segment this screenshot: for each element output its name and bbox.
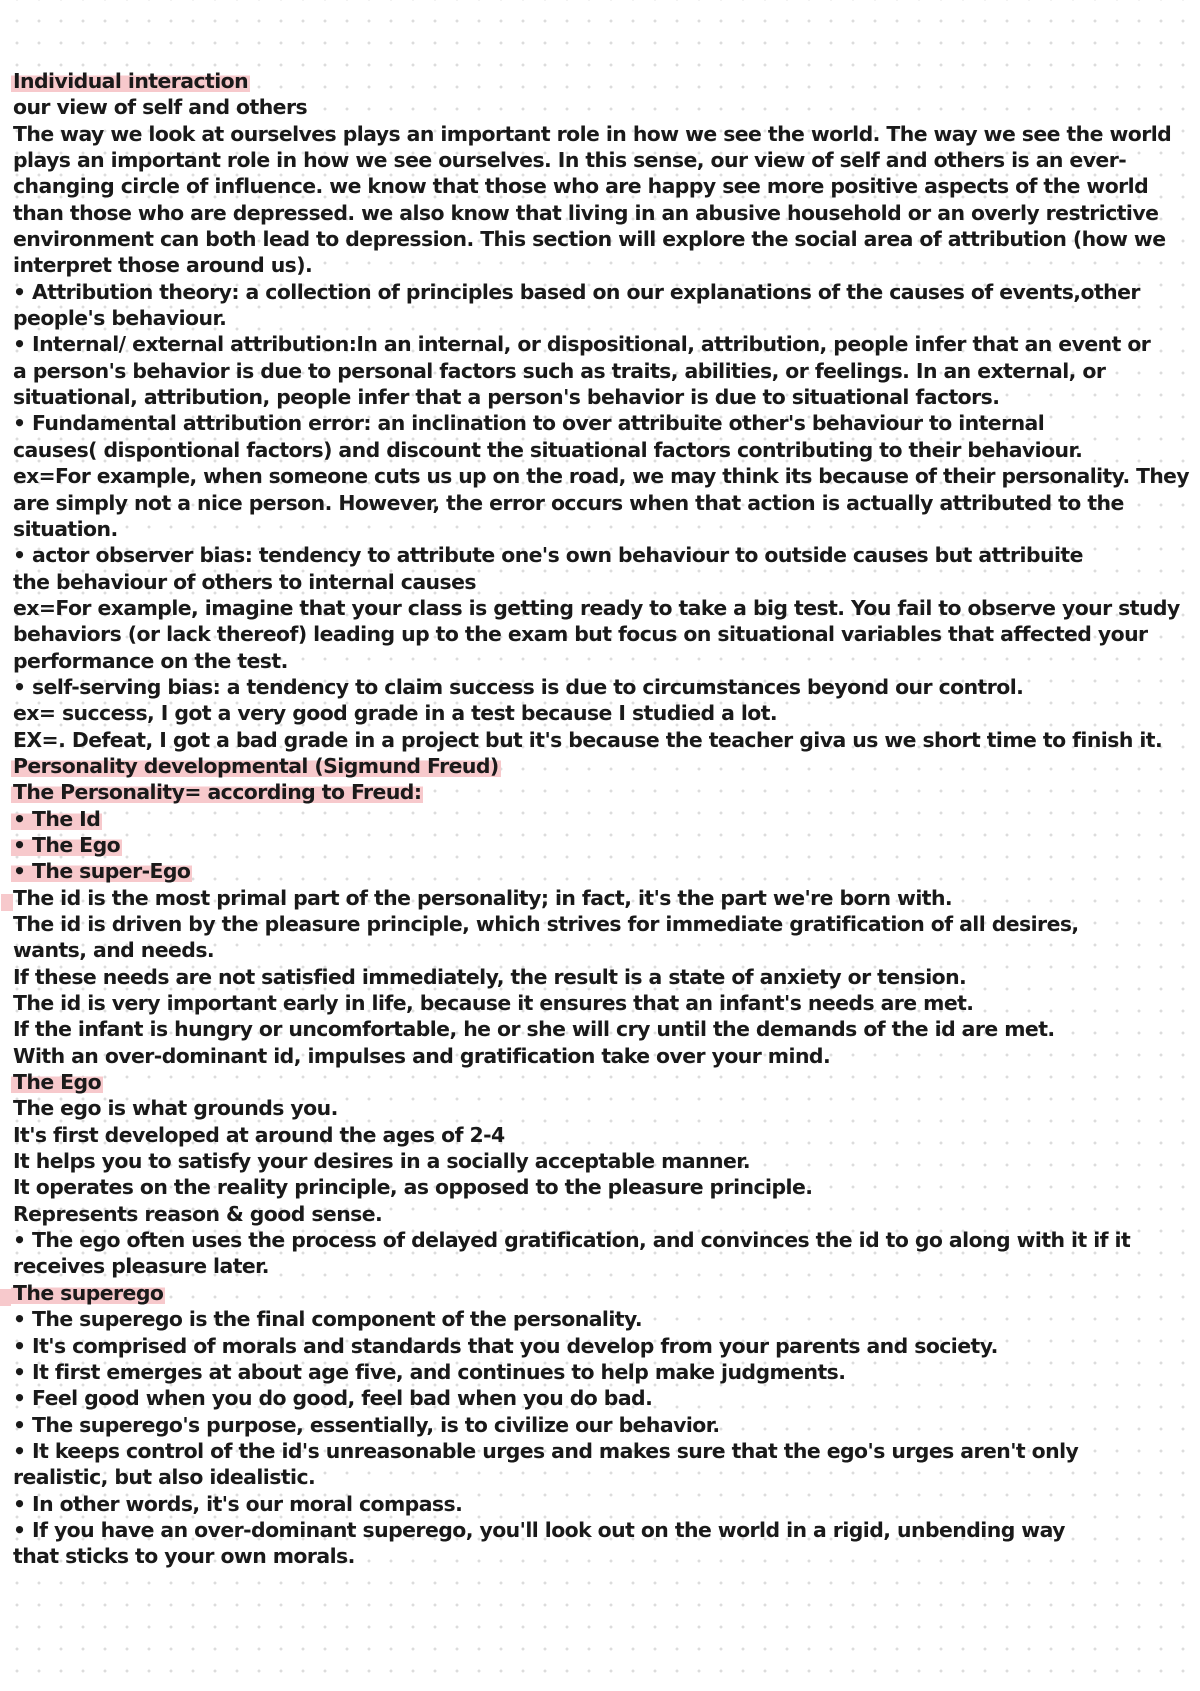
note-line xyxy=(13,437,1189,463)
note-line xyxy=(13,937,1189,963)
note-line xyxy=(13,1148,1189,1174)
note-line-text: The superego xyxy=(13,1280,164,1305)
note-line xyxy=(13,1543,1189,1569)
highlighted-heading-line xyxy=(13,779,1189,805)
note-line-text: EX=. Defeat, I got a bad grade in a project but it's because the teacher giva us we short time to finish it. xyxy=(13,727,1163,752)
note-line xyxy=(13,1333,1189,1359)
note-line-text: changing circle of influence. we know that those who are happy see more positive aspects of the world xyxy=(13,174,1149,199)
note-line-text: interpret those around us). xyxy=(13,253,313,278)
note-line xyxy=(13,727,1189,753)
note-line-text: than those who are depressed. we also know that living in an abusive household or an overly restrictive xyxy=(13,200,1159,225)
note-line-text: realistic, but also idealistic. xyxy=(13,1465,316,1490)
note-line xyxy=(13,1174,1189,1200)
note-line-text: If these needs are not satisfied immediately, the result is a state of anxiety or tension. xyxy=(13,964,967,989)
note-line-text: that sticks to your own morals. xyxy=(13,1544,355,1569)
note-line-text: The id is very important early in life, because it ensures that an infant's needs are met. xyxy=(13,991,974,1016)
note-line-text: The id is the most primal part of the personality; in fact, it's the part we're born with. xyxy=(13,885,953,910)
note-line xyxy=(13,1095,1189,1121)
note-line xyxy=(13,621,1189,647)
note-line-text: situational, attribution, people infer that a person's behavior is due to situational factors. xyxy=(13,385,1000,410)
note-line-text: The Personality= according to Freud: xyxy=(13,780,422,805)
note-line-text: causes( dispontional factors) and discount the situational factors contributing to their behaviour. xyxy=(13,437,1083,462)
note-line-text: are simply not a nice person. However, the error occurs when that action is actually attributed to the xyxy=(13,490,1124,515)
note-line xyxy=(13,1491,1189,1517)
note-line xyxy=(13,1122,1189,1148)
note-line-text: plays an important role in how we see ourselves. In this sense, our view of self and others is an ever- xyxy=(13,148,1127,173)
note-line-text: environment can both lead to depression. This section will explore the social area of attribution (how we xyxy=(13,227,1166,252)
note-line xyxy=(13,569,1189,595)
note-line-text: The id is driven by the pleasure principle, which strives for immediate gratification of all desires, xyxy=(13,912,1079,936)
note-line-text: The Ego xyxy=(13,1070,102,1095)
note-line xyxy=(13,516,1189,542)
note-line-text: performance on the test. xyxy=(13,648,288,673)
note-line xyxy=(13,885,1189,911)
note-line xyxy=(13,121,1189,147)
note-line xyxy=(13,1016,1189,1042)
note-line-text: • In other words, it's our moral compass. xyxy=(13,1491,463,1516)
note-line-text: • Fundamental attribution error: an inclination to over attribuite other's behaviour to internal xyxy=(13,411,1045,436)
note-line xyxy=(13,463,1189,489)
note-line-text: a person's behavior is due to personal factors such as traits, abilities, or feelings. In an external, or xyxy=(13,358,1106,383)
note-line xyxy=(13,911,1189,937)
note-line-text: If the infant is hungry or uncomfortable, he or she will cry until the demands of the id are met. xyxy=(13,1017,1055,1042)
note-line-text: • The superego is the final component of the personality. xyxy=(13,1307,643,1332)
note-line xyxy=(13,331,1189,357)
note-line xyxy=(13,542,1189,568)
highlighted-heading-line xyxy=(13,68,1189,94)
note-line xyxy=(13,358,1189,384)
note-line-text: Personality developmental (Sigmund Freud) xyxy=(13,753,499,778)
note-line-text: The ego is what grounds you. xyxy=(13,1096,338,1121)
note-line-text: • It keeps control of the id's unreasonable urges and makes sure that the ego's urges aren't only xyxy=(13,1438,1079,1463)
note-line xyxy=(13,1227,1189,1253)
note-line xyxy=(13,410,1189,436)
note-line-text: • Internal/ external attribution:In an internal, or dispositional, attribution, people infer that an event or xyxy=(13,332,1151,357)
note-line xyxy=(13,200,1189,226)
note-line xyxy=(13,1359,1189,1385)
note-line xyxy=(13,384,1189,410)
highlighted-heading-line xyxy=(13,832,1189,858)
note-line-text: • self-serving bias: a tendency to claim success is due to circumstances beyond our control. xyxy=(13,674,1024,699)
note-line xyxy=(13,226,1189,252)
note-line-text: people's behaviour. xyxy=(13,306,227,331)
note-line-text: • Attribution theory: a collection of principles based on our explanations of the causes of events,other xyxy=(13,279,1140,304)
note-line xyxy=(13,1201,1189,1227)
note-line-text: • It's comprised of morals and standards that you develop from your parents and society. xyxy=(13,1333,998,1358)
note-line-text: behaviors (or lack thereof) leading up to the exam but focus on situational variables that affected your xyxy=(13,622,1148,647)
note-line-text: ex=For example, when someone cuts us up on the road, we may think its because of their personality. They xyxy=(13,464,1189,489)
note-line-text: • If you have an over-dominant superego, you'll look out on the world in a rigid, unbending way xyxy=(13,1517,1065,1542)
note-line-text: • The ego often uses the process of delayed gratification, and convinces the id to go along with it if it xyxy=(13,1228,1131,1253)
note-line-text: our view of self and others xyxy=(13,95,308,120)
note-line-text: the behaviour of others to internal causes xyxy=(13,569,476,594)
note-line-text: ex= success, I got a very good grade in a test because I studied a lot. xyxy=(13,701,778,726)
note-line-text: It's first developed at around the ages of 2-4 xyxy=(13,1122,505,1147)
note-line-text: • The Ego xyxy=(13,832,121,857)
highlighted-heading-line xyxy=(13,1069,1189,1095)
note-line-text: • Feel good when you do good, feel bad when you do bad. xyxy=(13,1386,653,1411)
note-line-text: • It first emerges at about age five, and continues to help make judgments. xyxy=(13,1359,846,1384)
note-line xyxy=(13,700,1189,726)
note-line xyxy=(13,1253,1189,1279)
note-line xyxy=(13,964,1189,990)
note-line-text: It helps you to satisfy your desires in a socially acceptable manner. xyxy=(13,1149,751,1174)
note-line xyxy=(13,490,1189,516)
note-line-text: receives pleasure later. xyxy=(13,1254,269,1279)
note-line-text: situation. xyxy=(13,516,118,541)
note-line xyxy=(13,279,1189,305)
note-line xyxy=(13,1412,1189,1438)
note-line xyxy=(13,1385,1189,1411)
highlighted-heading-line xyxy=(13,858,1189,884)
note-line-text: wants, and needs. xyxy=(13,938,215,963)
highlighted-heading-line xyxy=(13,806,1189,832)
note-line-text: ex=For example, imagine that your class is getting ready to take a big test. You fail to observe your study xyxy=(13,595,1180,620)
note-line xyxy=(13,1464,1189,1490)
highlighted-heading-line xyxy=(13,753,1189,779)
note-line xyxy=(13,252,1189,278)
note-line-text: • The super-Ego xyxy=(13,859,191,884)
note-line xyxy=(13,1043,1189,1069)
note-line-text: Individual interaction xyxy=(13,69,249,93)
note-line-text: • The Id xyxy=(13,806,101,831)
highlighted-heading-line xyxy=(13,1280,1189,1306)
note-line xyxy=(13,990,1189,1016)
note-line-text: • actor observer bias: tendency to attribute one's own behaviour to outside causes but attribuite xyxy=(13,543,1083,568)
note-line-text: Represents reason & good sense. xyxy=(13,1201,383,1226)
note-line-text: It operates on the reality principle, as opposed to the pleasure principle. xyxy=(13,1175,813,1200)
note-line xyxy=(13,147,1189,173)
note-line xyxy=(13,648,1189,674)
notes-body xyxy=(13,68,1189,1570)
note-line-text: • The superego's purpose, essentially, is to civilize our behavior. xyxy=(13,1412,720,1437)
note-line-text: The way we look at ourselves plays an important role in how we see the world. The way we see the world xyxy=(13,121,1172,146)
note-line xyxy=(13,94,1189,120)
note-line xyxy=(13,595,1189,621)
note-line xyxy=(13,674,1189,700)
note-line xyxy=(13,1438,1189,1464)
note-line xyxy=(13,1306,1189,1332)
note-line xyxy=(13,305,1189,331)
note-line-text: With an over-dominant id, impulses and gratification take over your mind. xyxy=(13,1043,831,1068)
note-line xyxy=(13,173,1189,199)
note-line xyxy=(13,1517,1189,1543)
